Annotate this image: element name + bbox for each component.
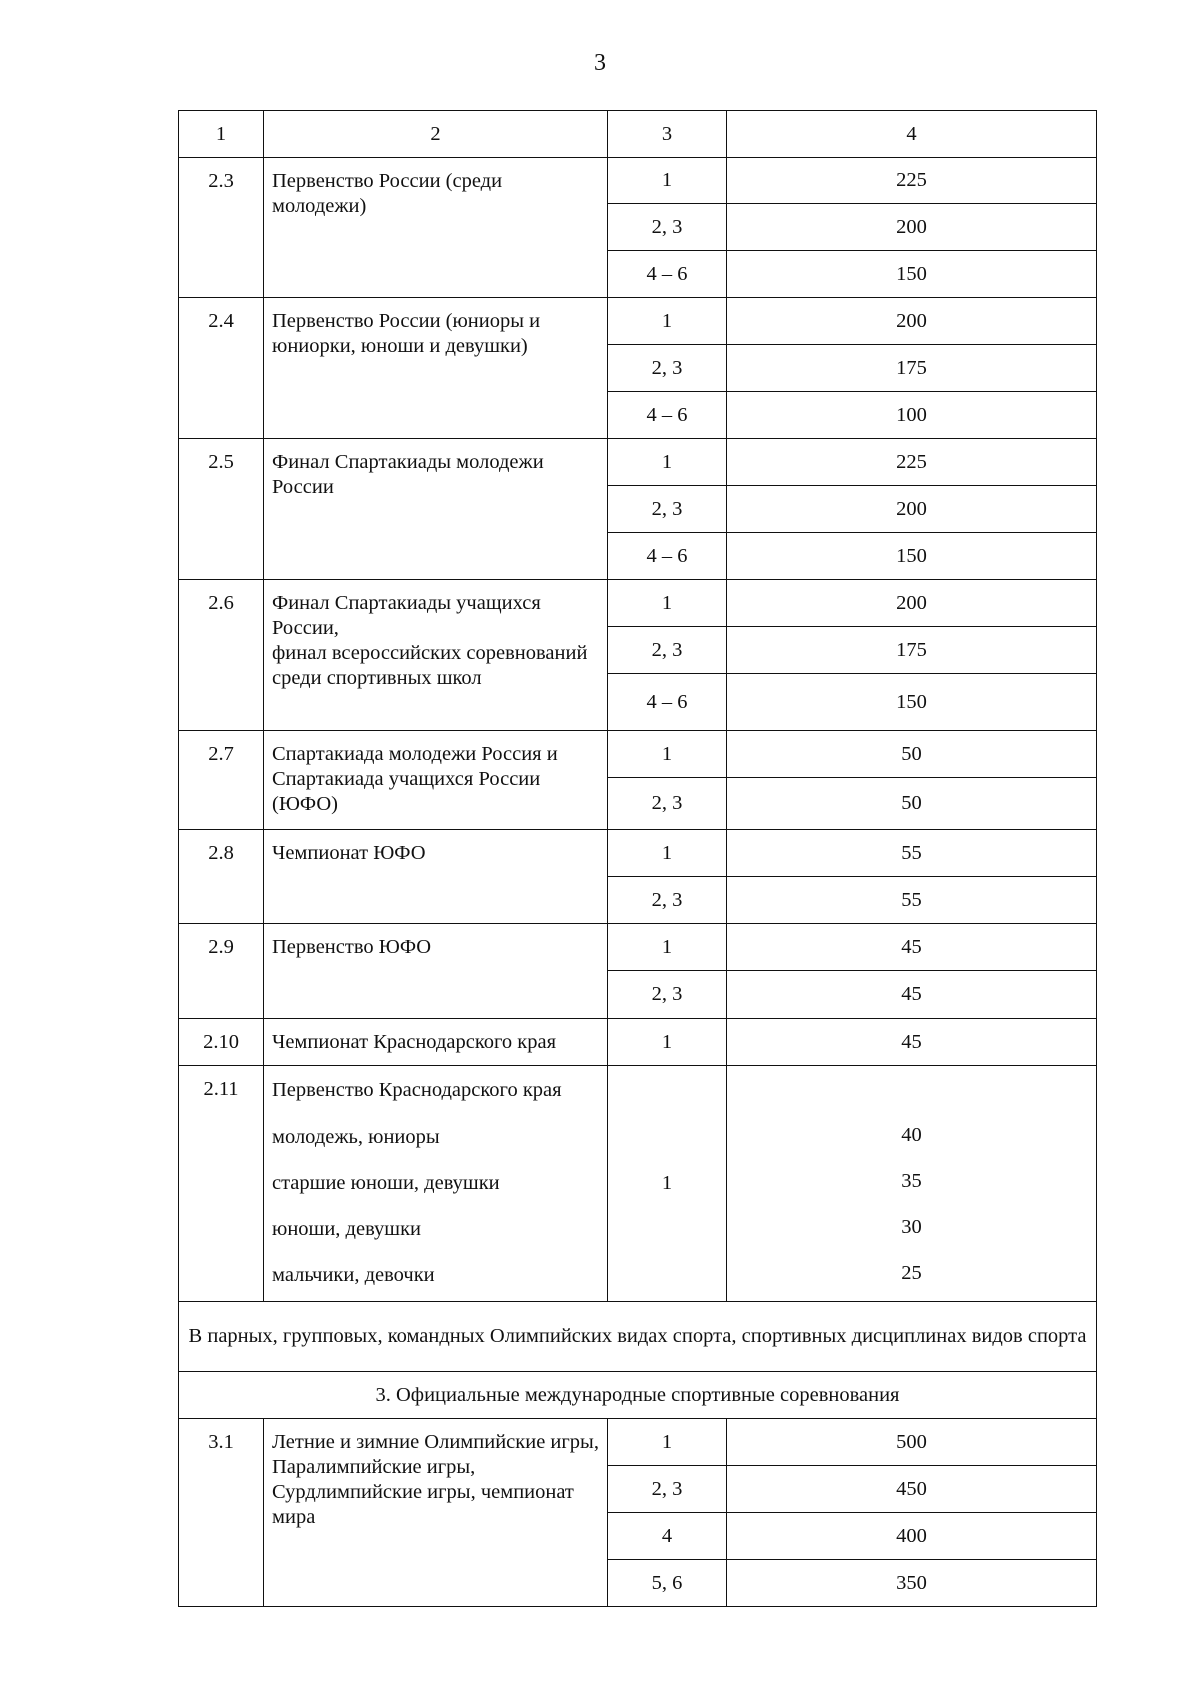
table-row — [179, 439, 1097, 486]
points-value: 30 — [901, 1216, 922, 1238]
row-number: 3.1 — [179, 1419, 264, 1607]
points-cell: 150 — [727, 251, 1097, 298]
points-cell: 200 — [727, 298, 1097, 345]
place-cell: 1 — [608, 830, 727, 877]
points-cell: 175 — [727, 345, 1097, 392]
competition-name: Первенство России (юниоры и юниорки, юноши и девушки) — [264, 298, 608, 439]
age-group-label: молодежь, юниоры — [272, 1126, 440, 1148]
page-number: 3 — [594, 50, 606, 76]
table-row — [179, 731, 1097, 778]
points-cell: 50 — [727, 778, 1097, 830]
points-cell: 45 — [727, 1019, 1097, 1066]
table-row — [179, 580, 1097, 627]
points-cell: 55 — [727, 830, 1097, 877]
section-title-row — [179, 1372, 1097, 1419]
points-cell: 200 — [727, 580, 1097, 627]
place-cell: 1 — [608, 298, 727, 345]
points-cell: 200 — [727, 486, 1097, 533]
age-group-label: юноши, девушки — [272, 1218, 422, 1240]
points-cell: 45 — [727, 971, 1097, 1019]
competition-name — [264, 580, 608, 731]
points-cell: 400 — [727, 1513, 1097, 1560]
row-number: 2.5 — [179, 439, 264, 580]
competition-name-title: Первенство Краснодарского края — [272, 1079, 562, 1101]
competition-name: Чемпионат ЮФО — [264, 830, 608, 924]
row-number: 2.11 — [179, 1066, 264, 1302]
age-group-label: старшие юноши, девушки — [272, 1172, 500, 1194]
place-cell: 4 – 6 — [608, 392, 727, 439]
section-note: В парных, групповых, командных Олимпийских видах спорта, спортивных дисциплинах видов спорта — [179, 1302, 1097, 1372]
row-number: 2.3 — [179, 158, 264, 298]
competition-name: Спартакиада молодежи Россия и Спартакиада учащихся России (ЮФО) — [264, 731, 608, 830]
place-cell: 4 — [608, 1513, 727, 1560]
competition-name: Летние и зимние Олимпийские игры, Паралимпийские игры, Сурдлимпийские игры, чемпионат мира — [264, 1419, 608, 1607]
table-row — [179, 830, 1097, 877]
points-value: 35 — [901, 1170, 922, 1192]
place-cell: 2, 3 — [608, 627, 727, 674]
place-cell: 2, 3 — [608, 486, 727, 533]
row-number: 2.6 — [179, 580, 264, 731]
points-cell: 350 — [727, 1560, 1097, 1607]
place-cell: 1 — [608, 580, 727, 627]
points-cell: 45 — [727, 924, 1097, 971]
age-group-label: мальчики, девочки — [272, 1264, 435, 1286]
competition-name-line: финал всероссийских соревнований среди спортивных школ — [272, 642, 588, 689]
competition-name-line: Финал Спартакиады учащихся России, — [272, 592, 541, 639]
points-cell: 450 — [727, 1466, 1097, 1513]
row-number: 2.8 — [179, 830, 264, 924]
points-cell: 200 — [727, 204, 1097, 251]
section-title: 3. Официальные международные спортивные соревнования — [179, 1372, 1097, 1419]
place-cell: 2, 3 — [608, 877, 727, 924]
scoring-table — [178, 110, 1097, 1607]
competition-name: Чемпионат Краснодарского края — [264, 1019, 608, 1066]
place-cell: 1 — [608, 1066, 727, 1302]
points-cell: 55 — [727, 877, 1097, 924]
place-cell: 4 – 6 — [608, 251, 727, 298]
points-cell: 500 — [727, 1419, 1097, 1466]
place-cell: 2, 3 — [608, 778, 727, 830]
table-row — [179, 1019, 1097, 1066]
place-cell: 2, 3 — [608, 345, 727, 392]
table-row — [179, 924, 1097, 971]
header-cell-3: 3 — [608, 111, 727, 158]
table-row — [179, 1419, 1097, 1466]
header-cell-1: 1 — [179, 111, 264, 158]
points-cell: 150 — [727, 533, 1097, 580]
table-row — [179, 298, 1097, 345]
points-value: 25 — [901, 1262, 922, 1284]
place-cell: 1 — [608, 1419, 727, 1466]
header-cell-2: 2 — [264, 111, 608, 158]
competition-name: Финал Спартакиады молодежи России — [264, 439, 608, 580]
competition-name — [264, 1066, 608, 1302]
row-number: 2.4 — [179, 298, 264, 439]
row-number: 2.7 — [179, 731, 264, 830]
place-cell: 4 – 6 — [608, 674, 727, 731]
points-value: 40 — [901, 1124, 922, 1146]
row-number: 2.10 — [179, 1019, 264, 1066]
section-note-row — [179, 1302, 1097, 1372]
points-cell: 225 — [727, 158, 1097, 204]
points-cell — [727, 1066, 1097, 1302]
place-cell: 5, 6 — [608, 1560, 727, 1607]
table-row — [179, 158, 1097, 204]
place-cell: 1 — [608, 924, 727, 971]
place-cell: 2, 3 — [608, 1466, 727, 1513]
points-cell: 150 — [727, 674, 1097, 731]
place-cell: 1 — [608, 158, 727, 204]
place-cell: 2, 3 — [608, 971, 727, 1019]
table-header-row — [179, 111, 1097, 158]
place-cell: 1 — [608, 1019, 727, 1066]
points-cell: 225 — [727, 439, 1097, 486]
points-cell: 100 — [727, 392, 1097, 439]
header-cell-4: 4 — [727, 111, 1097, 158]
place-cell: 1 — [608, 439, 727, 486]
competition-name: Первенство ЮФО — [264, 924, 608, 1019]
place-cell: 2, 3 — [608, 204, 727, 251]
place-cell: 4 – 6 — [608, 533, 727, 580]
competition-name: Первенство России (среди молодежи) — [264, 158, 608, 298]
points-cell: 175 — [727, 627, 1097, 674]
table-row — [179, 1066, 1097, 1302]
points-cell: 50 — [727, 731, 1097, 778]
row-number: 2.9 — [179, 924, 264, 1019]
place-cell: 1 — [608, 731, 727, 778]
